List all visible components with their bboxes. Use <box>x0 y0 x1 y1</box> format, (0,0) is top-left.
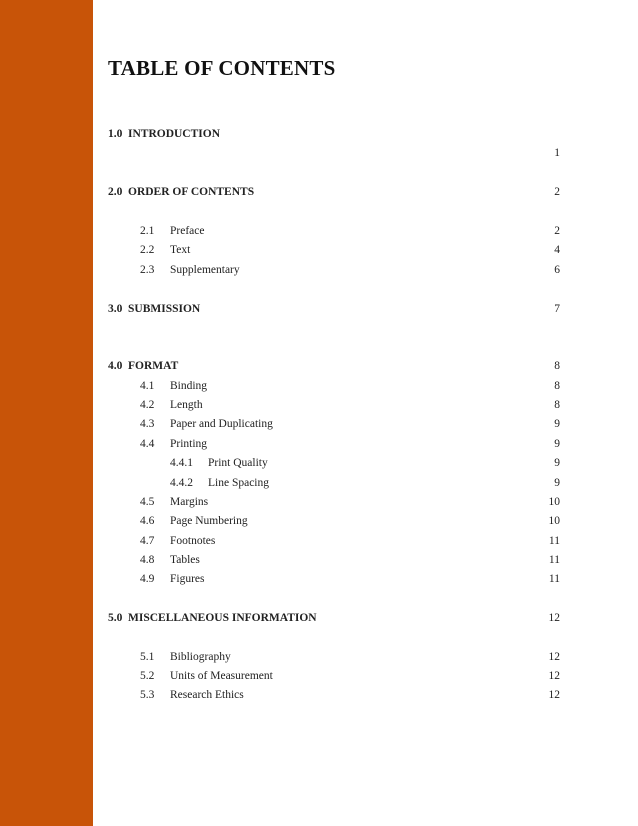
toc-entry-4-1[interactable] <box>108 377 560 395</box>
toc-number: 4.9 <box>140 573 155 585</box>
toc-page: 8 <box>554 399 560 411</box>
toc-number: 5.1 <box>140 651 155 663</box>
toc-number: 3.0 <box>108 303 123 315</box>
toc-page: 9 <box>554 438 560 450</box>
toc-number: 5.0 <box>108 612 123 624</box>
toc-page: 12 <box>548 689 560 701</box>
toc-label: Tables <box>170 554 200 566</box>
toc-label: Margins <box>170 496 209 508</box>
orange-sidebar-band <box>0 0 93 826</box>
toc-page: 9 <box>554 477 560 489</box>
toc-entry-5-3[interactable] <box>108 686 560 704</box>
toc-entry-1-0-page-line <box>108 144 560 162</box>
toc-page: 2 <box>554 186 560 198</box>
toc-number: 4.8 <box>140 554 155 566</box>
toc-page: 8 <box>554 380 560 392</box>
toc-label: Bibliography <box>170 651 231 663</box>
toc-number: 4.2 <box>140 399 155 411</box>
toc-page: 7 <box>554 303 560 315</box>
toc-page: 11 <box>548 554 560 566</box>
toc-number: 2.2 <box>140 244 155 256</box>
toc-page: 11 <box>548 573 560 585</box>
toc-number: 4.4.1 <box>170 457 193 469</box>
toc-label: ORDER OF CONTENTS <box>128 186 255 198</box>
toc-label: Line Spacing <box>208 477 269 489</box>
toc-label: INTRODUCTION <box>128 128 221 140</box>
toc-label: Preface <box>170 225 205 237</box>
toc-number: 4.3 <box>140 418 155 430</box>
toc-page: 12 <box>548 670 560 682</box>
toc-label: Page Numbering <box>170 515 248 527</box>
toc-number: 4.4.2 <box>170 477 193 489</box>
toc-page: 8 <box>554 360 560 372</box>
toc-page: 12 <box>548 612 560 624</box>
toc-entry-1-0[interactable] <box>108 125 560 143</box>
toc-label: Paper and Duplicating <box>170 418 273 430</box>
toc-label: Length <box>170 399 203 411</box>
toc-entry-2-3[interactable] <box>108 261 560 279</box>
toc-number: 5.3 <box>140 689 155 701</box>
toc-entry-3-0[interactable] <box>108 300 560 318</box>
toc-page: 12 <box>548 651 560 663</box>
toc-page: 9 <box>554 457 560 469</box>
toc-number: 4.7 <box>140 535 155 547</box>
toc-entry-2-0[interactable] <box>108 183 560 201</box>
toc-entry-5-0[interactable] <box>108 609 560 627</box>
toc-label: Figures <box>170 573 205 585</box>
toc-page: 10 <box>548 515 560 527</box>
toc-entry-4-7[interactable] <box>108 532 560 550</box>
toc-entry-5-1[interactable] <box>108 648 560 666</box>
toc-entry-4-6[interactable] <box>108 512 560 530</box>
toc-label: Print Quality <box>208 457 268 469</box>
toc-entry-4-8[interactable] <box>108 551 560 569</box>
toc-entry-4-4-2[interactable] <box>108 474 560 492</box>
toc-label: FORMAT <box>128 360 179 372</box>
toc-label: Footnotes <box>170 535 216 547</box>
toc-entry-2-1[interactable] <box>108 222 560 240</box>
toc-number: 1.0 <box>108 128 123 140</box>
toc-entry-2-2[interactable] <box>108 241 560 259</box>
toc-page: 2 <box>554 225 560 237</box>
toc-entry-4-9[interactable] <box>108 570 560 588</box>
toc-label: SUBMISSION <box>128 303 201 315</box>
toc-label: Supplementary <box>170 264 240 276</box>
toc-label: Printing <box>170 438 208 450</box>
toc-label: Units of Measurement <box>170 670 273 682</box>
toc-entry-4-0[interactable] <box>108 357 560 375</box>
toc-number: 4.0 <box>108 360 123 372</box>
toc-number: 2.0 <box>108 186 123 198</box>
toc-entry-4-4[interactable] <box>108 435 560 453</box>
toc-page: 1 <box>554 147 560 159</box>
toc-entry-5-2[interactable] <box>108 667 560 685</box>
page-title: TABLE OF CONTENTS <box>108 56 336 80</box>
toc-page: 10 <box>548 496 560 508</box>
toc-label: Binding <box>170 380 208 392</box>
toc-number: 4.1 <box>140 380 155 392</box>
toc-number: 4.4 <box>140 438 155 450</box>
toc-entry-4-5[interactable] <box>108 493 560 511</box>
toc-number: 5.2 <box>140 670 155 682</box>
toc-label: Text <box>170 244 191 256</box>
toc-number: 2.1 <box>140 225 155 237</box>
toc-label: Research Ethics <box>170 689 244 701</box>
toc-page: 11 <box>548 535 560 547</box>
toc-number: 4.5 <box>140 496 155 508</box>
toc-number: 4.6 <box>140 515 155 527</box>
toc-page: 4 <box>554 244 560 256</box>
toc-page: 9 <box>554 418 560 430</box>
toc-page: 6 <box>554 264 560 276</box>
toc-entry-4-2[interactable] <box>108 396 560 414</box>
toc-label: MISCELLANEOUS INFORMATION <box>128 612 317 624</box>
toc-number: 2.3 <box>140 264 155 276</box>
toc-entry-4-4-1[interactable] <box>108 454 560 472</box>
toc-entry-4-3[interactable] <box>108 415 560 433</box>
